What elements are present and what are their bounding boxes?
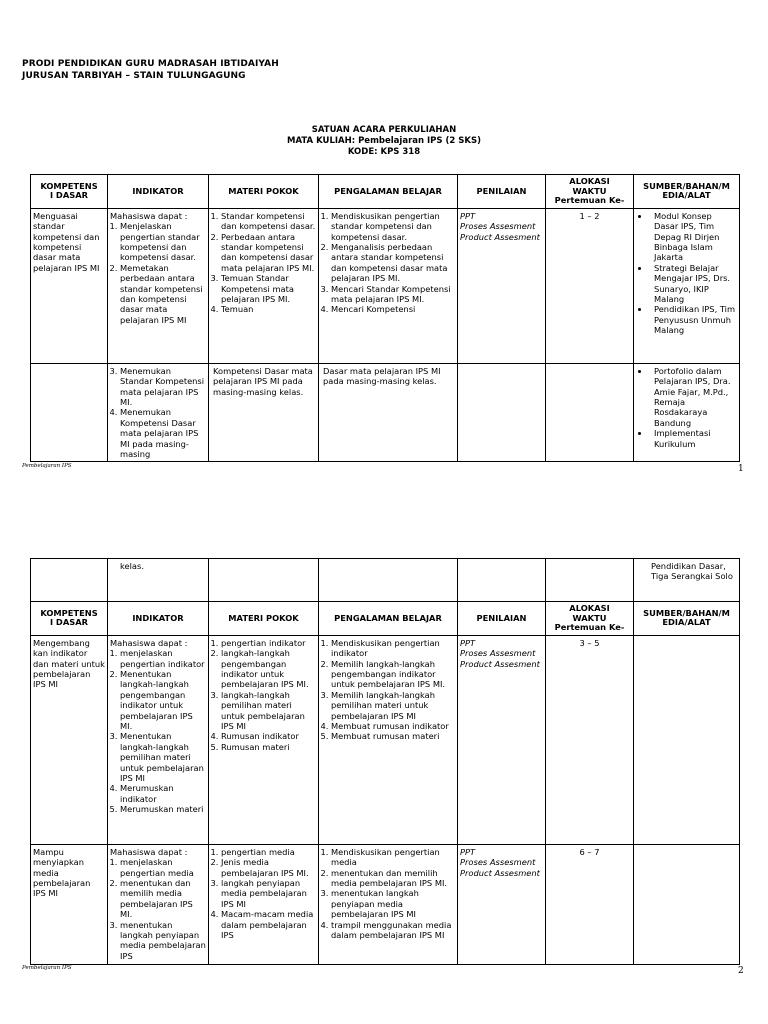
sap-table-page-1 [30, 174, 740, 462]
materi-cell: 1. pengertian indikator 2. langkah-langkah pengembangan indikator untuk pembelajaran IPS MI. 3. langkah-langkah pemilihan materi untuk pembelajaran IPS MI 4. Rumusan indikator 5. Rumusan materi [209, 635, 319, 844]
col-header-alokasi: ALOKASI WAKTU Pertemuan Ke- [546, 175, 634, 209]
table-row-continued [31, 559, 740, 602]
col-header-kompetensi: KOMPETENS I DASAR [31, 175, 108, 209]
sumber-cell [634, 844, 740, 964]
indikator-cell: 3. Menemukan Standar Kompetensi mata pelajaran IPS MI. 4. Menemukan Kompetensi Dasar mata pelajaran IPS MI pada masing-masing [108, 363, 209, 462]
institution-line-1: PRODI PENDIDIKAN GURU MADRASAH IBTIDAIYAH [22, 59, 279, 69]
col-header-indikator: INDIKATOR [108, 175, 209, 209]
page-footer-2: Pembelajaran IPS [22, 965, 72, 971]
col-header-sumber: SUMBER/BAHAN/M EDIA/ALAT [634, 602, 740, 636]
pengalaman-cell: 1. Mendiskusikan pengertian standar kompetensi dan kompetensi dasar. 2. Menganalisis perbedaan antara standar kompetensi dan kompetensi dasar mata pelajaran IPS MI. 3. Mencari Standar Kompetensi mata pelajaran IPS MI. 4. Mencari Kompetensi [319, 208, 458, 363]
col-header-kompetensi: KOMPETENS I DASAR [31, 602, 108, 636]
indikator-cell: Mahasiswa dapat : 1. menjelaskan pengertian indikator 2. Menentukan langkah-langkah pengembangan indikator untuk pembelajaran IPS MI. 3. Menentukan langkah-langkah pemilihan materi untuk pembelajaran IPS MI 4. Merumuskan indikator 5. Merumuskan materi [108, 635, 209, 844]
page-number-2: 2 [738, 966, 744, 976]
table-header-row [31, 175, 740, 209]
sumber-cell: Pendidikan Dasar, Tiga Serangkai Solo [634, 559, 740, 602]
materi-cell: Kompetensi Dasar mata pelajaran IPS MI pada masing-masing kelas. [209, 363, 319, 462]
materi-cell: 1. Standar kompetensi dan kompetensi dasar. 2. Perbedaan antara standar kompetensi dan kompetensi dasar mata pelajaran IPS MI. 3. Temuan Standar Kompetensi mata pelajaran IPS MI. 4. Temuan [209, 208, 319, 363]
table-row [31, 363, 740, 462]
col-header-pengalaman: PENGALAMAN BELAJAR [319, 602, 458, 636]
page-number-1: 1 [738, 464, 744, 474]
kompetensi-cell: Mampu menyiapkan media pembelajaran IPS MI [31, 844, 108, 964]
materi-cell [209, 559, 319, 602]
alokasi-cell: 3 – 5 [546, 635, 634, 844]
page-footer-1: Pembelajaran IPS [22, 463, 72, 469]
col-header-penilaian: PENILAIAN [458, 175, 546, 209]
kompetensi-cell: Mengembang kan indikator dan materi untuk pembelajaran IPS MI [31, 635, 108, 844]
sumber-cell: • Portofolio dalam Pelajaran IPS, Dra. Amie Fajar, M.Pd., Remaja Rosdakaraya Bandung • Implementasi Kurikulum [634, 363, 740, 462]
col-header-materi: MATERI POKOK [209, 175, 319, 209]
pengalaman-cell [319, 559, 458, 602]
table-row [31, 635, 740, 844]
table-row [31, 844, 740, 964]
alokasi-cell: 6 – 7 [546, 844, 634, 964]
alokasi-cell [546, 559, 634, 602]
indikator-cell: kelas. [108, 559, 209, 602]
alokasi-cell: 1 – 2 [546, 208, 634, 363]
penilaian-cell: PPT Proses Assesment Product Assesment [458, 208, 546, 363]
col-header-penilaian: PENILAIAN [458, 602, 546, 636]
course-code: KODE: KPS 318 [347, 147, 421, 157]
penilaian-cell [458, 559, 546, 602]
materi-cell: 1. pengertian media 2. Jenis media pembelajaran IPS MI. 3. langkah penyiapan media pembelajaran IPS MI 4. Macam-macam media dalam pembelajaran IPS [209, 844, 319, 964]
kompetensi-cell [31, 559, 108, 602]
table-row [31, 208, 740, 363]
institution-line-2: JURUSAN TARBIYAH – STAIN TULUNGAGUNG [22, 71, 246, 81]
col-header-alokasi: ALOKASI WAKTU Pertemuan Ke- [546, 602, 634, 636]
indikator-cell: Mahasiswa dapat : 1. Menjelaskan pengertian standar kompetensi dan kompetensi dasar. 2. Memetakan perbedaan antara standar kompetensi dan kompetensi dasar mata pelajaran IPS MI [108, 208, 209, 363]
col-header-indikator: INDIKATOR [108, 602, 209, 636]
col-header-pengalaman: PENGALAMAN BELAJAR [319, 175, 458, 209]
course-title: MATA KULIAH: Pembelajaran IPS (2 SKS) [287, 136, 481, 146]
sap-table-page-2 [30, 558, 740, 965]
doc-title: SATUAN ACARA PERKULIAHAN [311, 125, 457, 135]
kompetensi-cell [31, 363, 108, 462]
col-header-sumber: SUMBER/BAHAN/M EDIA/ALAT [634, 175, 740, 209]
col-header-materi: MATERI POKOK [209, 602, 319, 636]
penilaian-cell [458, 363, 546, 462]
table-header-row [31, 602, 740, 636]
alokasi-cell [546, 363, 634, 462]
penilaian-cell: PPT Proses Assesment Product Assesment [458, 844, 546, 964]
sumber-cell [634, 635, 740, 844]
pengalaman-cell: 1. Mendiskusikan pengertian indikator 2. Memilih langkah-langkah pengembangan indikator untuk pembelajaran IPS MI. 3. Memilih langkah-langkah pemilihan materi untuk pembelajaran IPS MI 4. Membuat rumusan indikator 5. Membuat rumusan materi [319, 635, 458, 844]
penilaian-cell: PPT Proses Assesment Product Assesment [458, 635, 546, 844]
sumber-cell: • Modul Konsep Dasar IPS, Tim Depag RI Dirjen Binbaga Islam Jakarta • Strategi Belajar Mengajar IPS, Drs. Sunaryo, IKIP Malang • Pendidikan IPS, Tim Penyususn Unmuh Malang [634, 208, 740, 363]
pengalaman-cell: Dasar mata pelajaran IPS MI pada masing-masing kelas. [319, 363, 458, 462]
kompetensi-cell: Menguasai standar kompetensi dan kompetensi dasar mata pelajaran IPS MI [31, 208, 108, 363]
indikator-cell: Mahasiswa dapat : 1. menjelaskan pengertian media 2. menentukan dan memilih media pembelajaran IPS MI. 3. menentukan langkah penyiapan media pembelajaran IPS [108, 844, 209, 964]
pengalaman-cell: 1. Mendiskusikan pengertian media 2. menentukan dan memilih media pembelajaran IPS MI. 3. menentukan langkah penyiapan media pembelajaran IPS MI 4. trampil menggunakan media dalam pembelajaran IPS MI [319, 844, 458, 964]
